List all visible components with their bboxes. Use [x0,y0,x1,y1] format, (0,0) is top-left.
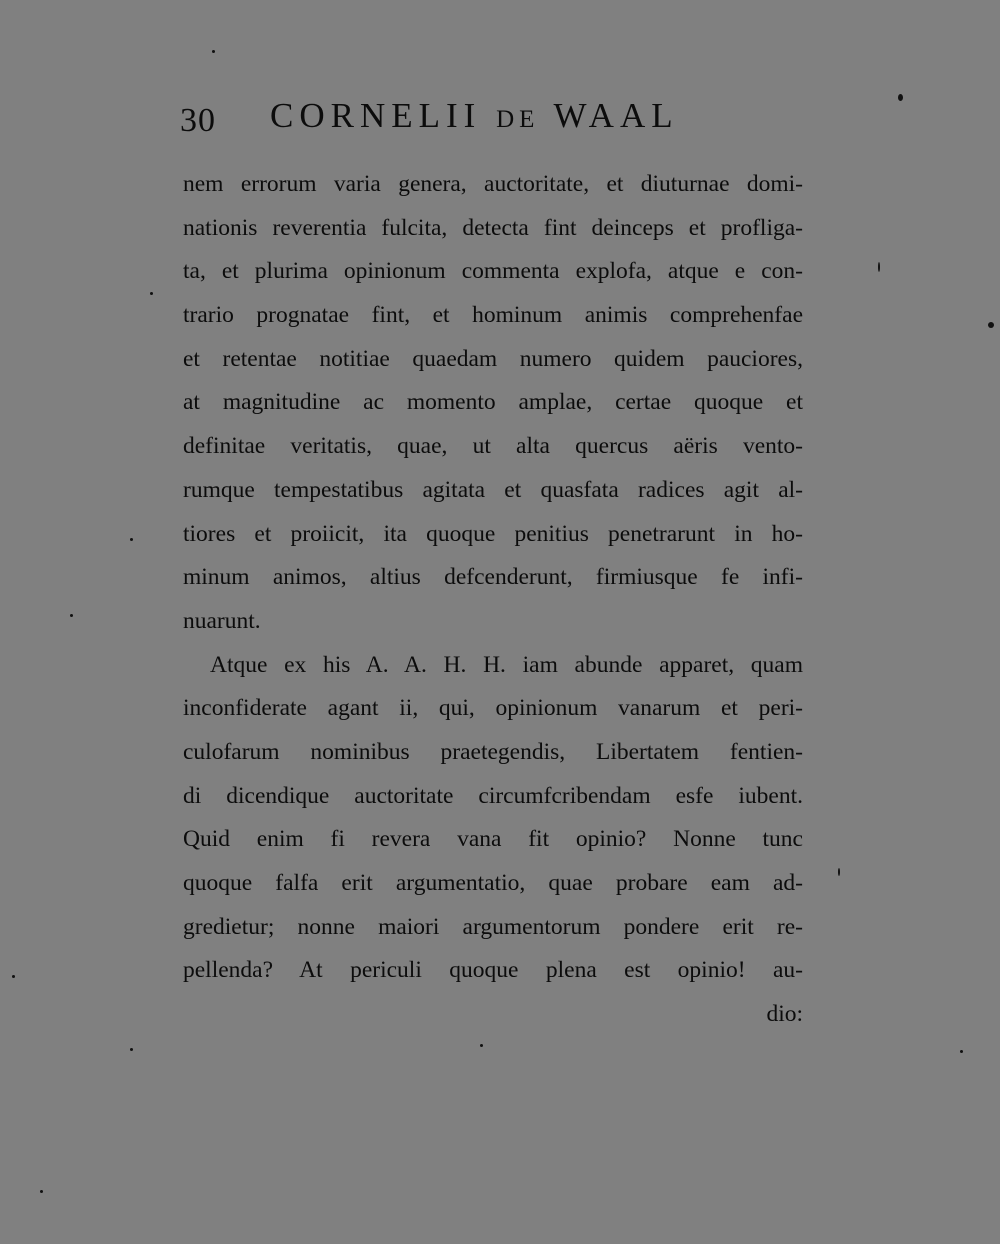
scan-speck [988,322,994,328]
running-head-part1: CORNELII [270,96,497,135]
text-line: nationis reverentia fulcita, detecta fint deinceps et profliga- [183,214,803,241]
scan-speck [960,1050,963,1053]
scan-speck [480,1044,483,1047]
page-header [180,96,820,146]
text-line: culofarum nominibus praetegendis, Libertatem fentien- [183,738,803,765]
text-line: definitae veritatis, quae, ut alta quercus aëris vento- [183,433,803,460]
text-line: inconfiderate agant ii, qui, opinionum vanarum et peri- [183,695,803,722]
scan-speck [12,975,15,978]
text-line: nem errorum varia genera, auctoritate, et diuturnae domi- [183,171,803,197]
scan-speck [212,50,215,53]
running-head [270,96,679,136]
scan-speck [898,94,903,101]
body-text [183,163,803,1037]
text-line: Atque ex his A. A. H. H. iam abunde apparet, quam [210,651,803,678]
text-line: quoque falfa erit argumentatio, quae probare eam ad- [183,870,803,896]
text-line: nuarunt. [183,607,261,634]
text-line: at magnitudine ac momento amplae, certae quoque et [183,389,803,416]
catchword: dio: [766,1001,803,1028]
scan-speck [70,614,73,617]
text-line: trario prognatae fint, et hominum animis comprehenfae [183,302,803,329]
scan-speck [130,1048,133,1051]
text-line: pellenda? At periculi quoque plena est opinio! au- [183,957,803,984]
text-line: et retentae notitiae quaedam numero quidem pauciores, [183,345,803,372]
page-number: 30 [180,102,216,139]
scan-speck [878,262,880,272]
scan-speck [838,868,840,876]
text-line: di dicendique auctoritate circumfcribendam esfe iubent. [183,782,803,809]
text-line: rumque tempestatibus agitata et quasfata radices agit al- [183,476,803,503]
scan-speck [150,292,153,295]
text-line: Quid enim fi revera vana fit opinio? Nonne tunc [183,826,803,853]
text-line: gredietur; nonne maiori argumentorum pondere erit re- [183,913,803,940]
text-line: minum animos, altius defcenderunt, firmiusque fe infi- [183,564,803,591]
running-head-part3: WAAL [539,96,679,135]
scan-speck [40,1190,43,1193]
running-head-part2: DE [496,106,540,133]
scan-speck [130,538,133,541]
text-line: ta, et plurima opinionum commenta explofa, atque e con- [183,258,803,285]
text-line: tiores et proiicit, ita quoque penitius penetrarunt in ho- [183,520,803,547]
